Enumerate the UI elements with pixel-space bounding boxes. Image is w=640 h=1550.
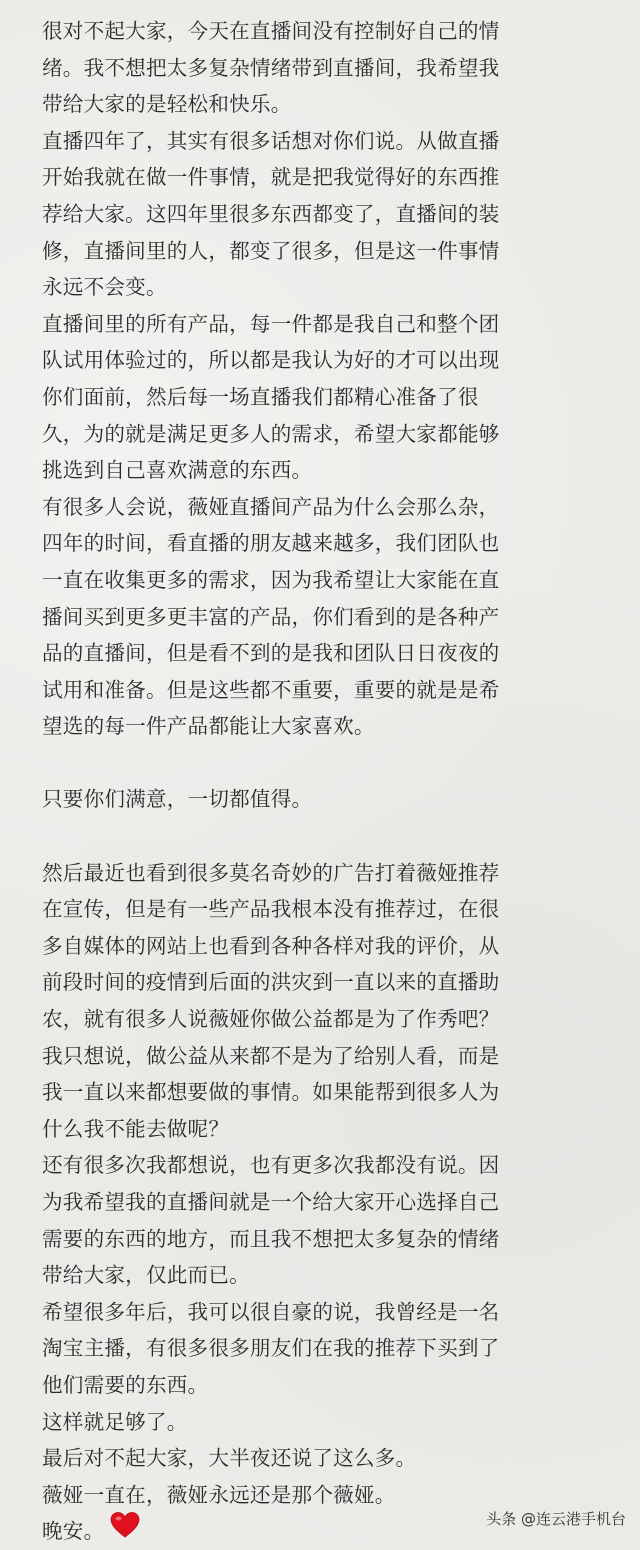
text-line: 淘宝主播，有很多很多朋友们在我的推荐下买到了 [42,1336,500,1361]
text-line: 你们面前，然后每一场直播我们都精心准备了很 [42,384,479,409]
text-line: 荐给大家。这四年里很多东西都变了，直播间的装 [42,201,500,226]
blank-line [42,818,610,855]
watermark-text: 头条 @连云港手机台 [486,1510,626,1528]
text-line: 绪。我不想把太多复杂情绪带到直播间，我希望我 [42,55,500,80]
text-line: 试用和准备。但是这些都不重要，重要的就是是希 [42,677,500,702]
text-line: 需要的东西的地方，而且我不想把太多复杂的情绪 [42,1226,500,1251]
text-line: 望选的每一件产品都能让大家喜欢。 [42,714,375,739]
text-line: 久，为的就是满足更多人的需求，希望大家都能够 [42,421,500,446]
text-line: 还有很多次我都想说，也有更多次我都没有说。因 [42,1153,500,1178]
text-line: 直播间里的所有产品，每一件都是我自己和整个团 [42,311,500,336]
text-line: 这样就足够了。 [42,1409,188,1434]
text-line: 品的直播间，但是看不到的是我和团队日日夜夜的 [42,641,500,666]
text-line: 为我希望我的直播间就是一个给大家开心选择自己 [42,1190,500,1214]
text-line: 有很多人会说，薇娅直播间产品为什么会那么杂， [42,494,500,519]
text-line: 然后最近也看到很多莫名奇妙的广告打着薇娅推荐 [42,860,500,885]
text-line: 最后对不起大家，大半夜还说了这么多。 [42,1446,417,1471]
text-line: 我只想说，做公益从来都不是为了给别人看，而是 [42,1043,500,1068]
goodnight-text: 晚安。 [42,1519,105,1544]
text-line: 带给大家的是轻松和快乐。 [42,92,292,117]
text-line: 开始我就在做一件事情，就是把我觉得好的东西推 [42,165,500,190]
text-line: 直播四年了，其实有很多话想对你们说。从做直播 [42,128,500,153]
letter-body [42,13,610,1550]
text-line: 队试用体验过的，所以都是我认为好的才可以出现 [42,348,500,373]
heart-icon [110,1511,140,1550]
blank-line [42,745,610,782]
text-line: 多自媒体的网站上也看到各种各样对我的评价，从 [42,933,500,958]
text-line: 在宣传，但是有一些产品我根本没有推荐过，在很 [42,897,500,922]
text-line: 什么我不能去做呢？ [42,1116,230,1141]
text-line: 一直在收集更多的需求，因为我希望让大家能在直 [42,567,500,592]
text-line: 播间买到更多更丰富的产品，你们看到的是各种产 [42,604,500,629]
text-line: 带给大家，仅此而已。 [42,1263,250,1288]
text-line: 前段时间的疫情到后面的洪灾到一直以来的直播助 [42,970,500,995]
text-line: 很对不起大家，今天在直播间没有控制好自己的情 [42,19,500,43]
text-line: 修，直播间里的人，都变了很多，但是这一件事情 [42,238,500,263]
text-line: 薇娅一直在，薇娅永远还是那个薇娅。 [42,1482,396,1507]
text-line: 永远不会变。 [42,275,167,300]
text-line: 我一直以来都想要做的事情。如果能帮到很多人为 [42,1080,500,1105]
text-line: 他们需要的东西。 [42,1372,209,1397]
text-line: 农，就有很多人说薇娅你做公益都是为了作秀吧？ [42,1007,500,1032]
text-line: 希望很多年后，我可以很自豪的说，我曾经是一名 [42,1299,500,1324]
text-line: 只要你们满意，一切都值得。 [42,787,313,812]
text-line: 四年的时间，看直播的朋友越来越多，我们团队也 [42,531,500,556]
text-line: 挑选到自己喜欢满意的东西。 [42,458,313,483]
